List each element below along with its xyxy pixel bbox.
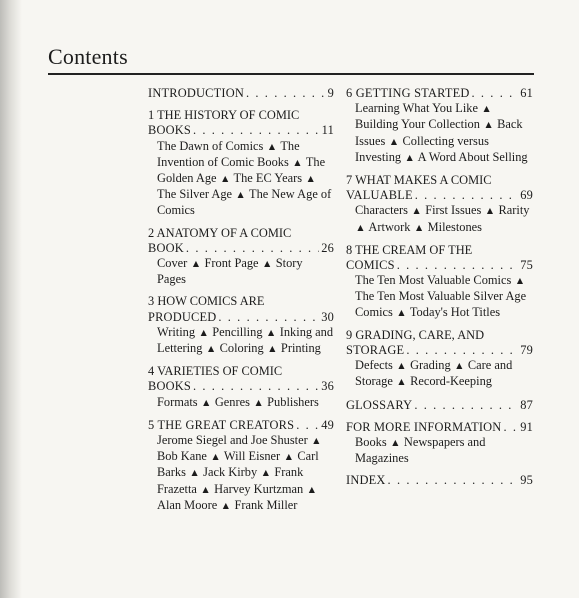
toc-subtopic: Pencilling bbox=[212, 324, 263, 339]
small-house-ornament-icon bbox=[311, 433, 322, 448]
toc-entry-title bbox=[346, 188, 413, 203]
leader-dots bbox=[415, 188, 518, 203]
toc-subtopic: The New Age of Comics bbox=[157, 187, 332, 218]
toc-chapter-number: 5 bbox=[148, 417, 155, 432]
toc-chapter-number: 8 bbox=[346, 242, 353, 257]
toc-page-number: 79 bbox=[520, 343, 533, 358]
toc-left-column bbox=[148, 86, 334, 521]
toc-subtopics bbox=[148, 395, 334, 411]
toc-subtopic: Defects bbox=[355, 358, 393, 373]
toc-entry bbox=[148, 418, 334, 514]
small-house-ornament-icon bbox=[200, 482, 211, 497]
toc-entry-title-line: BOOK bbox=[148, 240, 184, 255]
page-title: Contents bbox=[48, 44, 128, 69]
toc-entry-title bbox=[148, 241, 184, 256]
toc-chapter-number: 2 bbox=[148, 225, 155, 240]
toc-entry-title bbox=[346, 173, 492, 187]
toc-subtopic: Harvey Kurtzman bbox=[214, 481, 304, 496]
leader-dots bbox=[218, 310, 319, 325]
toc-entry-title-line: VARIETIES OF COMIC bbox=[157, 364, 283, 379]
toc-entry-title bbox=[148, 310, 216, 325]
toc-subtopics bbox=[346, 101, 533, 166]
toc-subtopic: A Word About Selling bbox=[417, 149, 528, 164]
toc-entry-heading bbox=[346, 328, 533, 343]
toc-entry bbox=[148, 86, 334, 101]
toc-entry bbox=[346, 86, 533, 166]
toc-entry-heading bbox=[148, 294, 334, 309]
small-house-ornament-icon bbox=[414, 220, 425, 235]
small-house-ornament-icon bbox=[305, 171, 316, 186]
toc-entry-title-line: GLOSSARY bbox=[346, 397, 413, 412]
toc-subtopic: Care and Storage bbox=[355, 358, 513, 389]
toc-entry-title-line: COMICS bbox=[346, 258, 395, 273]
toc-entry-title-line: HOW COMICS ARE bbox=[157, 294, 265, 309]
toc-subtopic: Learning What You Like bbox=[355, 101, 478, 116]
small-house-ornament-icon bbox=[198, 325, 209, 340]
toc-right-column bbox=[346, 86, 533, 496]
toc-subtopic: Front Page bbox=[204, 256, 259, 271]
small-house-ornament-icon bbox=[220, 171, 231, 186]
toc-entry-title bbox=[346, 420, 501, 435]
small-house-ornament-icon bbox=[484, 203, 495, 218]
book-spine-shadow bbox=[0, 0, 22, 598]
small-house-ornament-icon bbox=[190, 256, 201, 271]
toc-page-number: 87 bbox=[520, 397, 533, 412]
toc-subtopic: Will Eisner bbox=[223, 449, 281, 464]
toc-entry-heading bbox=[346, 473, 533, 488]
toc-entry bbox=[346, 173, 533, 236]
toc-entry-heading bbox=[346, 86, 533, 101]
toc-subtopic: Building Your Collection bbox=[355, 117, 480, 132]
toc-entry-title-line: WHAT MAKES A COMIC bbox=[355, 173, 492, 188]
toc-subtopic: Publishers bbox=[267, 394, 319, 409]
toc-entry-title-line: THE CREAM OF THE bbox=[355, 242, 473, 257]
small-house-ornament-icon bbox=[253, 395, 264, 410]
toc-subtopic: Carl Barks bbox=[157, 449, 319, 480]
small-house-ornament-icon bbox=[411, 203, 422, 218]
toc-subtopic: Grading bbox=[410, 358, 451, 373]
toc-entry bbox=[148, 226, 334, 288]
toc-entry-title bbox=[148, 86, 244, 101]
leader-dots bbox=[186, 241, 319, 256]
toc-entry-title-line: VALUABLE bbox=[346, 188, 413, 203]
toc-entry-title-line: STORAGE bbox=[346, 343, 405, 358]
toc-entry-title bbox=[148, 364, 282, 378]
toc-entry-heading bbox=[148, 241, 334, 256]
toc-subtopic: Bob Kane bbox=[157, 449, 207, 464]
toc-entry bbox=[346, 328, 533, 391]
toc-page-number: 9 bbox=[327, 86, 334, 100]
toc-entry-title-line: THE HISTORY OF COMIC bbox=[157, 108, 300, 123]
toc-subtopics bbox=[148, 433, 334, 514]
toc-chapter-number: 4 bbox=[148, 364, 155, 379]
toc-subtopics bbox=[148, 256, 334, 287]
toc-page-number: 36 bbox=[321, 379, 334, 394]
toc-entry-title bbox=[346, 243, 472, 257]
toc-subtopics bbox=[148, 325, 334, 357]
toc-entry-heading bbox=[346, 398, 533, 413]
toc-subtopic: The EC Years bbox=[233, 171, 303, 186]
leader-dots bbox=[397, 258, 518, 273]
title-rule bbox=[48, 73, 534, 75]
small-house-ornament-icon bbox=[292, 155, 303, 170]
toc-entry-title bbox=[148, 294, 264, 308]
leader-dots bbox=[406, 343, 518, 358]
toc-entry-heading bbox=[148, 379, 334, 394]
small-house-ornament-icon bbox=[220, 498, 231, 513]
small-house-ornament-icon bbox=[396, 305, 407, 320]
toc-entry-heading bbox=[346, 343, 533, 358]
toc-subtopics bbox=[346, 203, 533, 235]
toc-subtopic: Collecting versus Investing bbox=[355, 133, 489, 164]
toc-subtopic: Record-Keeping bbox=[410, 374, 492, 389]
small-house-ornament-icon bbox=[396, 374, 407, 389]
toc-entry-heading bbox=[346, 173, 533, 188]
toc-entry-heading bbox=[346, 258, 533, 273]
small-house-ornament-icon bbox=[355, 220, 366, 235]
leader-dots bbox=[503, 420, 518, 435]
toc-entry-title bbox=[148, 418, 294, 433]
toc-entry-heading bbox=[148, 226, 334, 241]
small-house-ornament-icon bbox=[396, 358, 407, 373]
toc-subtopic: The Golden Age bbox=[157, 154, 326, 186]
toc-entry-heading bbox=[346, 420, 533, 435]
toc-subtopic: The Ten Most Valuable Silver Age Comics bbox=[355, 289, 527, 319]
toc-subtopic: Newspapers and Magazines bbox=[355, 435, 486, 466]
leader-dots bbox=[246, 86, 326, 101]
toc-entry-title bbox=[346, 258, 395, 273]
toc-chapter-number: 1 bbox=[148, 108, 155, 123]
toc-entry-title bbox=[148, 123, 191, 138]
toc-entry-heading bbox=[148, 86, 334, 101]
small-house-ornament-icon bbox=[260, 465, 271, 480]
toc-entry-title-line: PRODUCED bbox=[148, 309, 217, 324]
toc-entry-title bbox=[148, 108, 299, 122]
toc-subtopics bbox=[148, 139, 334, 219]
toc-subtopic: Story Pages bbox=[157, 256, 303, 287]
toc-subtopic: The Ten Most Valuable Comics bbox=[355, 273, 512, 288]
toc-entry-title bbox=[346, 398, 412, 413]
toc-page-number: 95 bbox=[520, 473, 533, 488]
toc-entry-heading bbox=[148, 418, 334, 433]
toc-subtopics bbox=[346, 358, 533, 390]
small-house-ornament-icon bbox=[235, 187, 246, 202]
toc-entry-heading bbox=[148, 123, 334, 138]
small-house-ornament-icon bbox=[283, 449, 294, 464]
toc-subtopic: Back Issues bbox=[355, 117, 523, 148]
toc-entry bbox=[148, 108, 334, 218]
small-house-ornament-icon bbox=[390, 435, 401, 450]
toc-subtopic: Cover bbox=[157, 256, 188, 271]
toc-entry-heading bbox=[148, 108, 334, 123]
small-house-ornament-icon bbox=[210, 449, 221, 464]
small-house-ornament-icon bbox=[481, 101, 492, 116]
toc-entry-title-line: GRADING, CARE, AND bbox=[355, 327, 485, 342]
toc-subtopic: Formats bbox=[157, 394, 198, 409]
toc-subtopic: Jerome Siegel and Joe Shuster bbox=[157, 433, 308, 448]
toc-page-number: 75 bbox=[520, 258, 533, 273]
small-house-ornament-icon bbox=[454, 358, 465, 373]
leader-dots bbox=[296, 418, 319, 433]
toc-chapter-number: 9 bbox=[346, 327, 353, 342]
small-house-ornament-icon bbox=[266, 139, 277, 154]
toc-entry-title-line: FOR MORE INFORMATION bbox=[346, 419, 502, 434]
toc-subtopic: Coloring bbox=[219, 341, 264, 356]
toc-entry-title-line: BOOKS bbox=[148, 123, 191, 138]
toc-entry-title-line: INDEX bbox=[346, 473, 386, 488]
leader-dots bbox=[193, 123, 320, 138]
toc-subtopics bbox=[346, 273, 533, 321]
leader-dots bbox=[388, 473, 519, 488]
toc-page-number: 69 bbox=[520, 188, 533, 203]
toc-page-number: 11 bbox=[321, 123, 334, 138]
toc-entry-title bbox=[148, 379, 191, 394]
leader-dots bbox=[472, 86, 519, 101]
small-house-ornament-icon bbox=[514, 273, 525, 288]
small-house-ornament-icon bbox=[483, 117, 494, 132]
toc-subtopic: Frank Frazetta bbox=[157, 465, 304, 496]
small-house-ornament-icon bbox=[201, 395, 212, 410]
small-house-ornament-icon bbox=[388, 134, 399, 149]
toc-chapter-number: 7 bbox=[346, 173, 353, 188]
toc-entry bbox=[346, 420, 533, 467]
toc-entry bbox=[148, 364, 334, 411]
toc-entry-title-line: THE GREAT CREATORS bbox=[157, 417, 295, 432]
toc-subtopic: Jack Kirby bbox=[203, 465, 258, 480]
toc-entry bbox=[346, 473, 533, 488]
toc-entry-title bbox=[346, 343, 404, 358]
toc-entry bbox=[346, 398, 533, 413]
small-house-ornament-icon bbox=[189, 465, 200, 480]
toc-entry bbox=[148, 294, 334, 357]
toc-entry-heading bbox=[148, 364, 334, 379]
toc-entry-title bbox=[346, 328, 484, 342]
toc-subtopic: Artwork bbox=[368, 219, 411, 234]
toc-subtopics bbox=[346, 435, 533, 466]
toc-subtopic: Writing bbox=[157, 324, 196, 339]
leader-dots bbox=[414, 398, 518, 413]
small-house-ornament-icon bbox=[404, 150, 415, 165]
toc-entry-title-line: BOOKS bbox=[148, 379, 191, 394]
toc-subtopic: The Invention of Comic Books bbox=[157, 138, 300, 169]
toc-entry-title bbox=[346, 473, 386, 488]
toc-page-number: 26 bbox=[321, 240, 334, 255]
toc-entry-title bbox=[148, 226, 291, 240]
small-house-ornament-icon bbox=[206, 341, 217, 356]
toc-subtopic: The Silver Age bbox=[157, 187, 233, 202]
toc-subtopic: Today's Hot Titles bbox=[409, 304, 501, 319]
toc-entry-heading bbox=[346, 243, 533, 258]
toc-entry-heading bbox=[346, 188, 533, 203]
toc-entry bbox=[346, 243, 533, 321]
leader-dots bbox=[193, 379, 319, 394]
toc-entry-title bbox=[346, 86, 470, 101]
toc-subtopic: Characters bbox=[355, 203, 408, 218]
toc-subtopic: Books bbox=[355, 435, 387, 450]
toc-page-number: 49 bbox=[321, 417, 334, 432]
small-house-ornament-icon bbox=[262, 256, 273, 271]
small-house-ornament-icon bbox=[266, 325, 277, 340]
toc-subtopic: Inking and Lettering bbox=[157, 324, 334, 356]
small-house-ornament-icon bbox=[306, 482, 317, 497]
toc-entry-title-line: INTRODUCTION bbox=[148, 86, 245, 100]
toc-subtopic: Genres bbox=[214, 394, 250, 409]
toc-subtopic: Alan Moore bbox=[157, 497, 218, 512]
toc-subtopic: The Dawn of Comics bbox=[157, 138, 264, 153]
toc-subtopic: Printing bbox=[280, 341, 321, 356]
toc-subtopic: Milestones bbox=[427, 219, 483, 234]
toc-chapter-number: 3 bbox=[148, 294, 155, 309]
toc-subtopic: Rarity bbox=[498, 203, 530, 218]
small-house-ornament-icon bbox=[267, 341, 278, 356]
toc-page-number: 91 bbox=[520, 419, 533, 434]
toc-entry-title-line: GETTING STARTED bbox=[355, 86, 470, 100]
toc-entry-title-line: ANATOMY OF A COMIC bbox=[156, 225, 292, 240]
toc-entry-heading bbox=[148, 310, 334, 325]
toc-chapter-number: 6 bbox=[346, 86, 353, 100]
toc-subtopic: First Issues bbox=[425, 203, 482, 218]
toc-subtopic: Frank Miller bbox=[234, 497, 298, 512]
toc-page-number: 30 bbox=[321, 309, 334, 324]
toc-page-number: 61 bbox=[520, 86, 533, 100]
